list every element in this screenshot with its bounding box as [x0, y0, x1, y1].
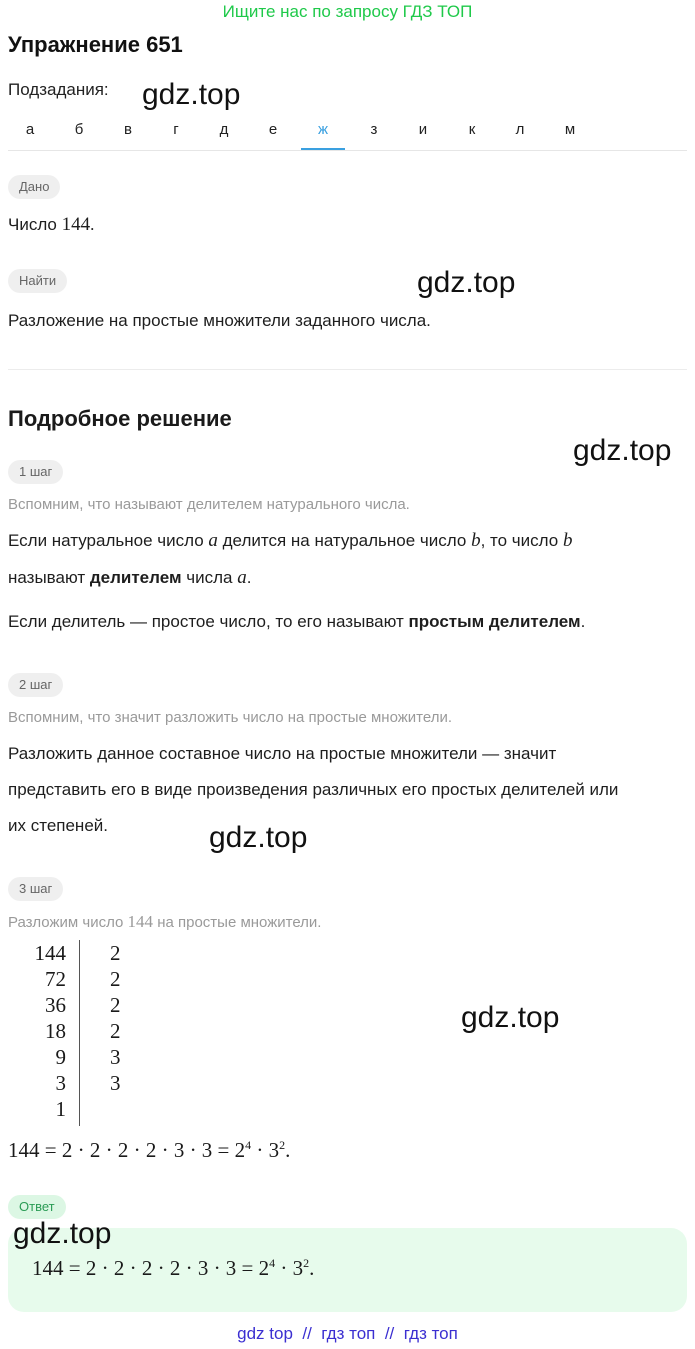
- step3-hint-b: на простые множители.: [157, 914, 322, 931]
- var-a: a: [208, 530, 218, 551]
- subtasks-label: Подзадания:: [8, 80, 109, 99]
- answer-badge: Ответ: [8, 1195, 66, 1219]
- given-number: 144: [61, 214, 91, 235]
- step1-hint: Вспомним, что называют делителем натурального числа.: [8, 496, 410, 513]
- factor-left-column: [10, 940, 66, 1122]
- tab-k[interactable]: к: [468, 121, 476, 138]
- step1-p3-a: Если делитель — простое число, то его называют: [8, 612, 404, 631]
- step3-hint-number: 144: [127, 912, 154, 931]
- factor-dividend: 3: [55, 1071, 66, 1095]
- step2-badge: 2 шаг: [8, 673, 63, 697]
- var-b: b: [562, 530, 573, 551]
- tab-z[interactable]: з: [370, 121, 378, 138]
- tab-a[interactable]: а: [25, 121, 35, 138]
- result-exponent-2: 2: [279, 1138, 286, 1152]
- section-divider: [8, 369, 687, 370]
- watermark: gdz.top: [461, 1001, 560, 1034]
- step1-p2-b: числа: [186, 568, 233, 587]
- factor-divisor: 2: [110, 941, 121, 965]
- factor-dividend: 9: [55, 1045, 66, 1069]
- tab-l[interactable]: л: [515, 121, 525, 138]
- tab-zh[interactable]: ж: [301, 114, 345, 150]
- factorization-result: [8, 1138, 290, 1163]
- given-prefix: Число: [8, 215, 57, 234]
- result-end: .: [285, 1138, 291, 1162]
- step1-badge: 1 шаг: [8, 460, 63, 484]
- watermark: gdz.top: [417, 266, 516, 299]
- step1-p1-a: Если натуральное число: [8, 531, 204, 550]
- tab-b[interactable]: б: [74, 121, 84, 138]
- factor-dividend: 144: [34, 941, 66, 965]
- step3-badge: 3 шаг: [8, 877, 63, 901]
- step1-paragraph2: [8, 567, 251, 589]
- factor-dividend: 36: [45, 993, 66, 1017]
- result-exponent-1: 4: [245, 1138, 252, 1152]
- factor-divisor: 3: [110, 1045, 121, 1069]
- factor-dividend: 1: [55, 1097, 66, 1121]
- tab-e[interactable]: е: [268, 121, 278, 138]
- answer-lhs: 144 = 2 · 2 · 2 · 2 · 3 · 3 = 2: [32, 1256, 270, 1280]
- step1-p1-b: делится на натуральное число: [222, 531, 467, 550]
- step2-line1: Разложить данное составное число на простые множители — значит: [8, 744, 557, 763]
- step1-p3-bold: простым делителем: [408, 612, 581, 631]
- given-suffix: .: [90, 215, 95, 234]
- answer-mid: · 3: [275, 1256, 304, 1280]
- step1-paragraph3: [8, 612, 585, 632]
- factor-dividend: 18: [45, 1019, 66, 1043]
- find-text: Разложение на простые множители заданного числа.: [8, 311, 431, 330]
- step1-paragraph1: [8, 530, 572, 552]
- factor-divisor: 2: [110, 967, 121, 991]
- step1-p3-end: .: [580, 612, 586, 631]
- step3-hint: [8, 912, 321, 932]
- step1-p2-a: называют: [8, 568, 86, 587]
- result-lhs: 144 = 2 · 2 · 2 · 2 · 3 · 3 = 2: [8, 1138, 246, 1162]
- given-badge: Дано: [8, 175, 60, 199]
- footer-links[interactable]: gdz top // гдз топ // гдз топ: [237, 1324, 458, 1343]
- watermark: gdz.top: [13, 1217, 112, 1250]
- watermark: gdz.top: [209, 821, 308, 854]
- watermark: gdz.top: [142, 78, 241, 111]
- answer-exponent-1: 4: [269, 1256, 276, 1270]
- tab-v[interactable]: в: [124, 121, 132, 138]
- factor-right-column: [110, 940, 140, 1096]
- watermark: gdz.top: [573, 434, 672, 467]
- answer-formula: [32, 1256, 314, 1281]
- factor-divisor: 2: [110, 1019, 121, 1043]
- subtask-tabs: [8, 114, 687, 151]
- tab-i[interactable]: и: [418, 121, 428, 138]
- given-text: [8, 214, 94, 236]
- tab-m[interactable]: м: [564, 121, 576, 138]
- var-b: b: [471, 530, 481, 551]
- factor-divider-line: [79, 940, 80, 1126]
- find-badge: Найти: [8, 269, 67, 293]
- tab-d[interactable]: д: [219, 121, 229, 138]
- var-a: a: [237, 567, 247, 588]
- tab-g[interactable]: г: [173, 121, 179, 138]
- step1-p2-bold: делителем: [89, 568, 182, 587]
- factor-dividend: 72: [45, 967, 66, 991]
- step2-hint: Вспомним, что значит разложить число на простые множители.: [8, 709, 453, 726]
- top-banner: Ищите нас по запросу ГДЗ ТОП: [222, 2, 473, 21]
- exercise-title: Упражнение 651: [8, 32, 183, 57]
- result-mid: · 3: [251, 1138, 280, 1162]
- answer-exponent-2: 2: [303, 1256, 310, 1270]
- step2-line2: представить его в виде произведения различных его простых делителей или: [8, 780, 619, 799]
- step2-line3: их степеней.: [8, 816, 108, 835]
- answer-end: .: [309, 1256, 315, 1280]
- factor-divisor: 3: [110, 1071, 121, 1095]
- step1-p1-c: , то число: [480, 531, 559, 550]
- solution-title: Подробное решение: [8, 406, 232, 431]
- step3-hint-a: Разложим число: [8, 914, 124, 931]
- factor-divisor: 2: [110, 993, 121, 1017]
- step1-p2-end: .: [246, 568, 252, 587]
